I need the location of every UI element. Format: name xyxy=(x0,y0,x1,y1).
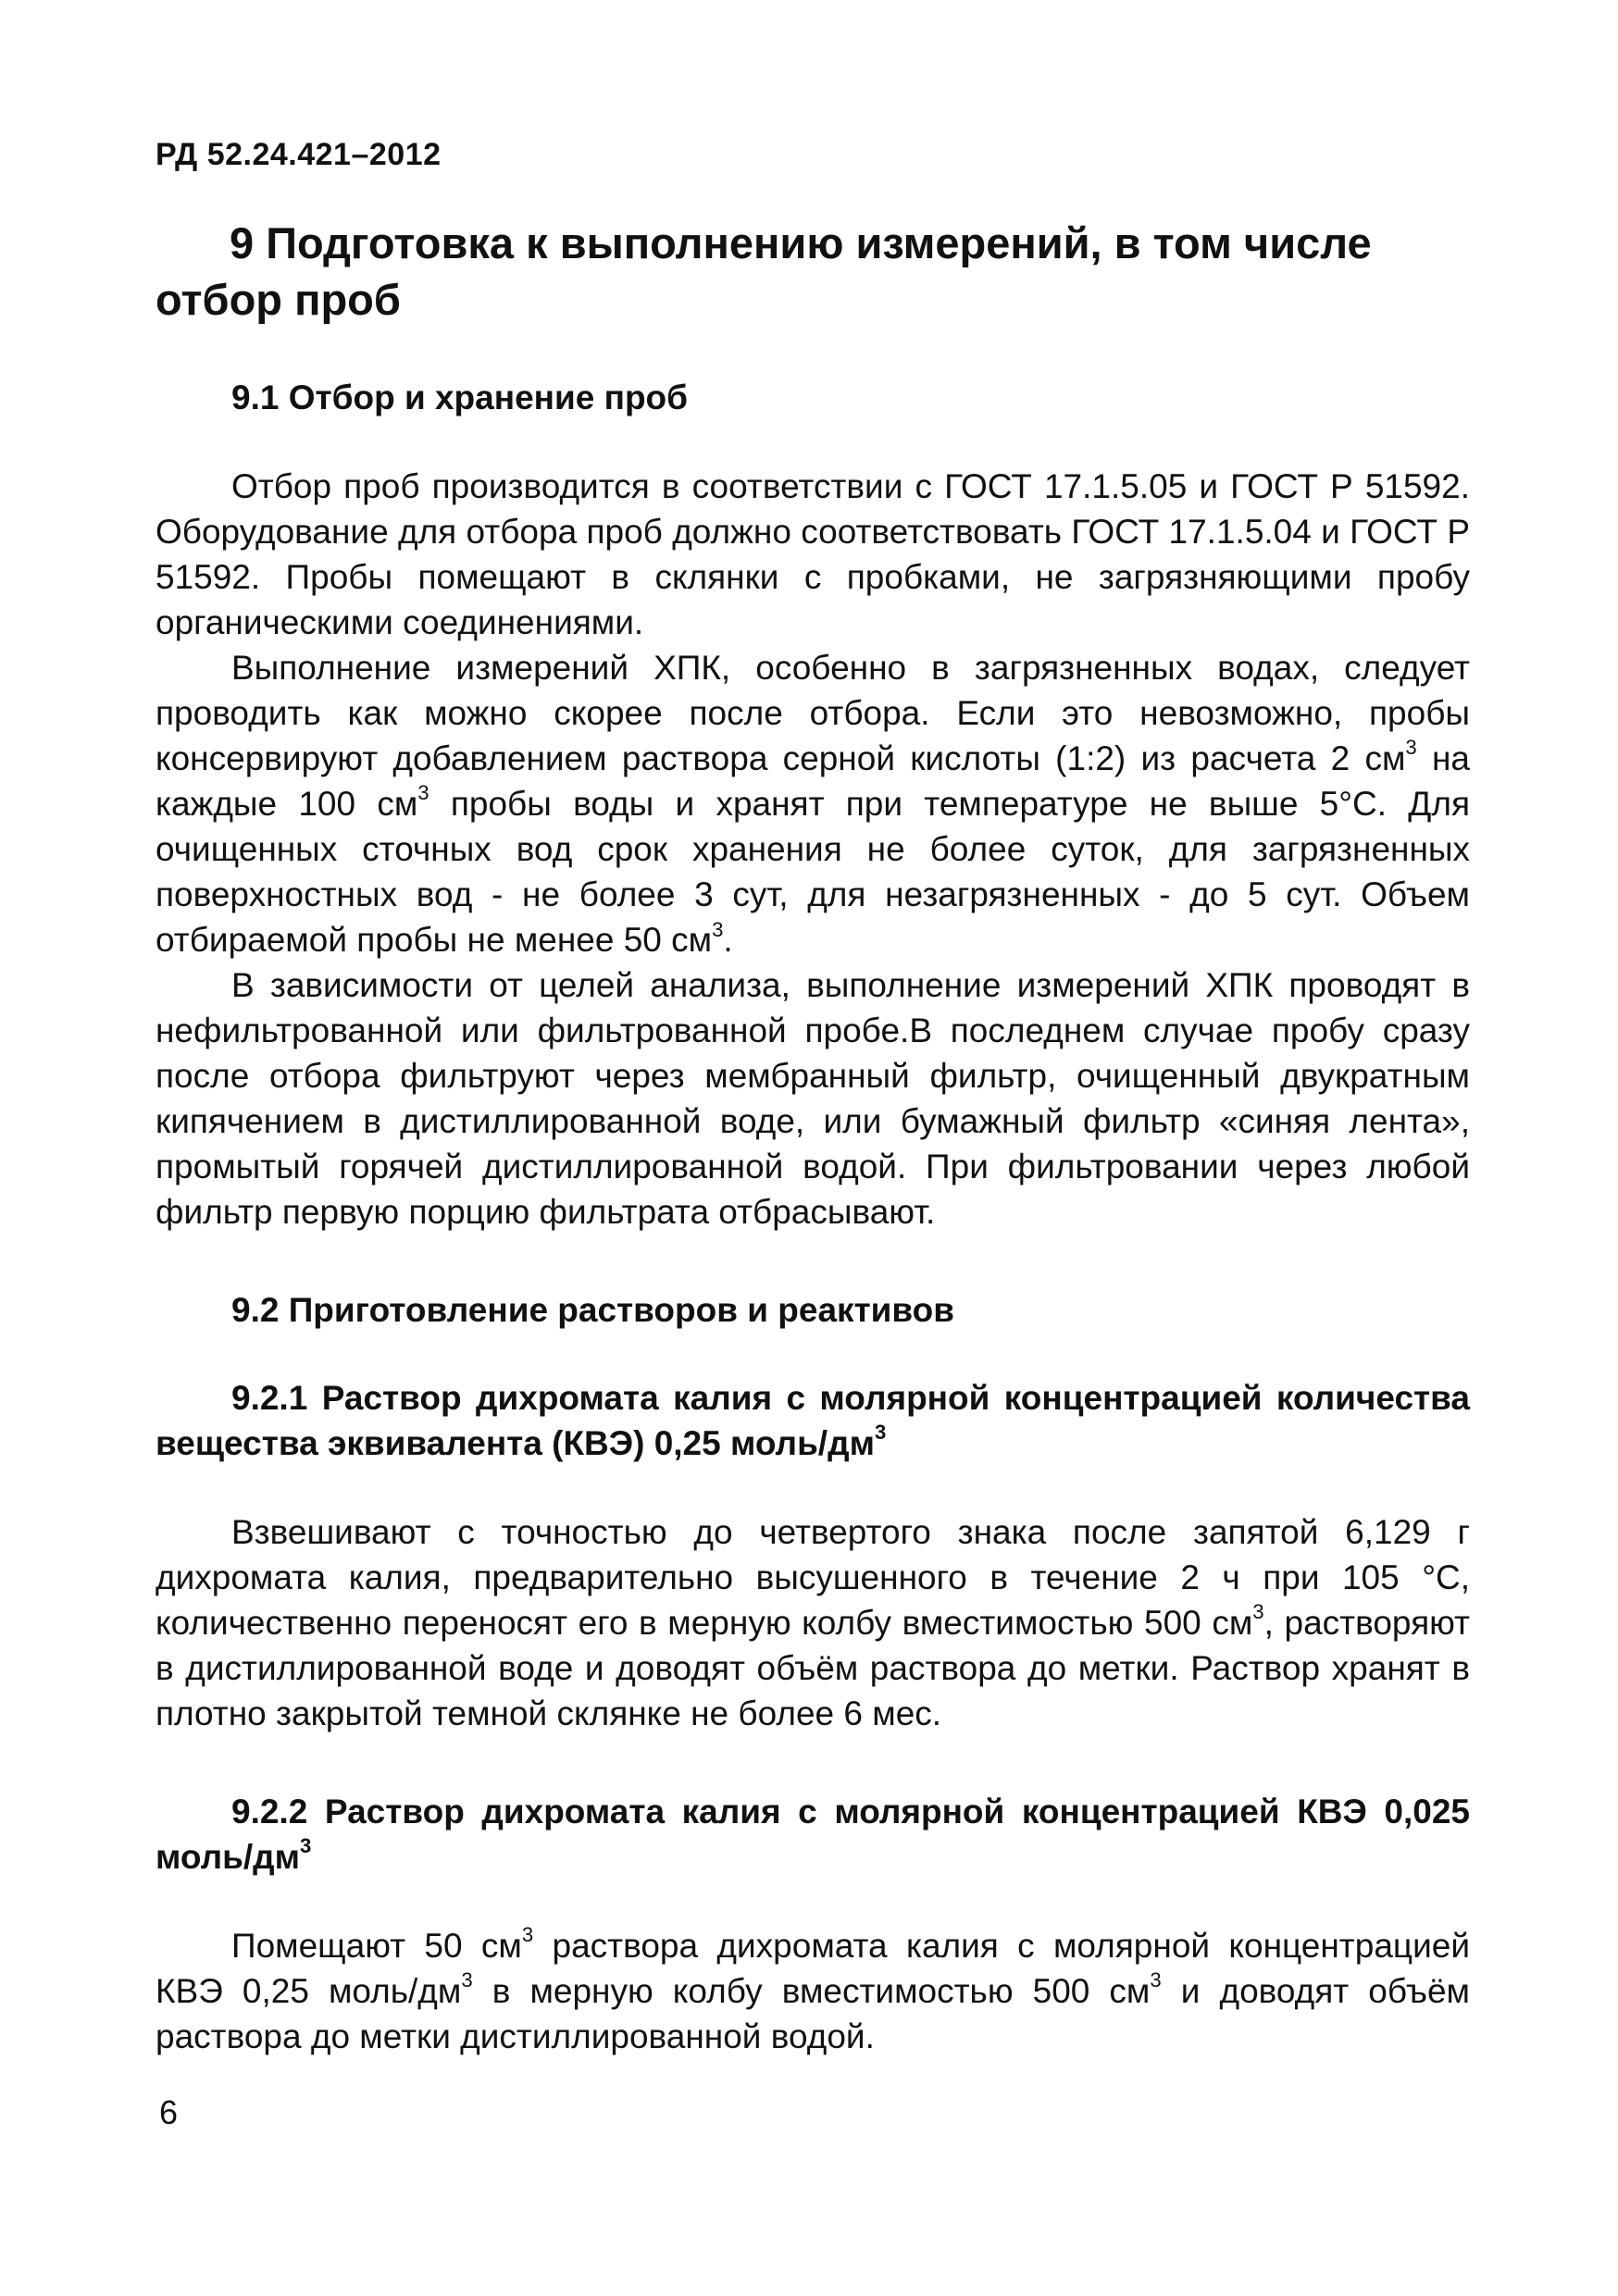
subsection-heading-9-1: 9.1 Отбор и хранение проб xyxy=(231,379,689,417)
paragraph-filtration: В зависимости от целей анализа, выполнение измерений ХПК проводят в нефильтрованной или фильтрованной пробе.В последнем случае пробу сразу после отбора фильтруют через мембранный фильтр, очищенный двукратным кипячением в дистиллированной воде, или бумажный фильтр «синяя лента», промытый горячей дистиллированной водой. При фильтровании через любой фильтр первую порцию фильтрата отбрасывают. xyxy=(156,966,1470,1232)
paragraph-sampling: Отбор проб производится в соответствии с ГОСТ 17.1.5.05 и ГОСТ Р 51592. Оборудование для отбора проб должно соответствовать ГОСТ 17.1.5.04 и ГОСТ Р 51592. Пробы помещают в склянки с пробками, не загрязняющими пробу органическими соединениями. xyxy=(156,467,1470,642)
paragraph-solution-0-25: Взвешивают с точностью до четвертого знака после запятой 6,129 г дихромата калия, предварительно высушенного в течение 2 ч при 105 °С, количественно переносят его в мерную колбу вместимостью 500 $см^3$, растворяют в дистиллированной воде и доводят объём раствора до метки. Раствор хранят в плотно закрытой темной склянке не более 6 мес. xyxy=(156,1512,1470,1732)
paragraph-storage: Выполнение измерений ХПК, особенно в загрязненных водах, следует проводить как можно скорее после отбора. Если это невозможно, пробы консервируют добавлением раствора серной кислоты (1:2) из расчета 2 $см^3$ на каждые 100 $см^3$ пробы воды и хранят при температуре не выше 5°С. Для очищенных сточных вод срок хранения не более суток, для загрязненных поверхностных вод - не более 3 сут, для незагрязненных - до 5 сут. Объем отбираемой пробы не менее 50 $см^3$. xyxy=(156,649,1470,960)
document-code: РД 52.24.421–2012 xyxy=(156,137,442,172)
paragraph-solution-0-025: Помещают 50 $см^3$ раствора дихромата калия с молярной концентрацией КВЭ 0,25 моль/$дм^3$ в мерную колбу вместимостью 500 $см^3$ и доводят объём раствора до метки дистиллированной водой. xyxy=(156,1922,1470,2055)
page-content xyxy=(156,215,1470,2059)
subsection-heading-9-2-2: 9.2.2 Раствор дихромата калия с молярной концентрацией КВЭ 0,025 моль/$дм^3$ xyxy=(156,1792,1470,1876)
subsection-heading-9-2: 9.2 Приготовление растворов и реактивов xyxy=(231,1291,955,1330)
section-title: 9 Подготовка к выполнению измерений, в том числе отбор проб xyxy=(156,218,1372,325)
subsection-heading-9-2-1: 9.2.1 Раствор дихромата калия с молярной концентрацией количества вещества эквивалента (КВЭ) 0,25 моль/$дм^3$ xyxy=(156,1379,1470,1462)
page-number: 6 xyxy=(159,2093,179,2131)
